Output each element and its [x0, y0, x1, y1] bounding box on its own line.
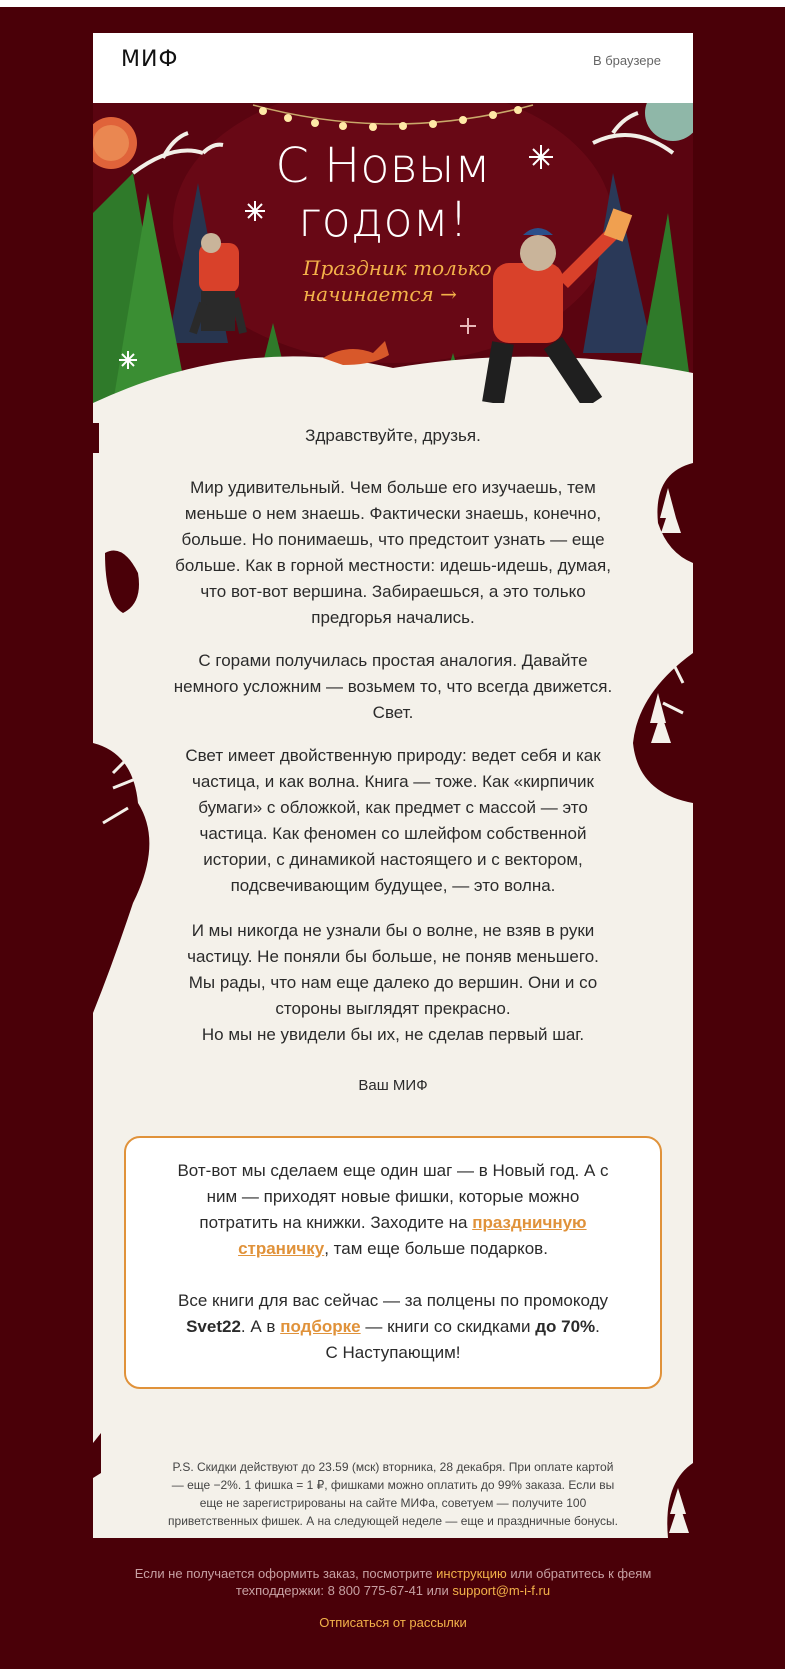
- banner-subtitle-link[interactable]: [303, 255, 493, 307]
- holiday-page-link[interactable]: праздничную страничку: [238, 1213, 587, 1258]
- email-header: [93, 33, 693, 103]
- promo-text: , там еще больше подарков.: [324, 1239, 548, 1258]
- promo-greeting: С Наступающим!: [325, 1343, 461, 1362]
- ps-note: P.S. Скидки действуют до 23.59 (мск) вторника, 28 декабря. При оплате картой — еще −2%. 1 фишка = 1 ₽, фишками можно оплатить до 99% заказа. Если вы еще не зарегистрированы на сайте МИФа, советуем — получите 100 приветственных фишек. А на следующей неделе — еще и праздничные бонусы.: [168, 1460, 618, 1528]
- collection-link[interactable]: подборке: [280, 1317, 361, 1336]
- unsubscribe-area: [93, 1615, 693, 1630]
- promo-code: Svet22: [186, 1317, 241, 1336]
- paragraph-2: С горами получилась простая аналогия. Давайте немного усложним — возьмем то, что всегда движется. Свет.: [173, 651, 613, 722]
- promo-text: Вот-вот мы сделаем еще один шаг — в Новый год. А с ним — приходят новые фишки, которые можно потратить на книжки. Заходите на: [177, 1161, 609, 1232]
- banner-title: [253, 139, 513, 247]
- support-email-link[interactable]: support@m-i-f.ru: [452, 1583, 551, 1598]
- banner-title-line1: С Новым: [275, 138, 491, 194]
- letter-body: [93, 403, 693, 1538]
- email-container: [93, 33, 693, 1538]
- promo-paragraph-2: [166, 1288, 620, 1366]
- paragraph-4: [173, 918, 613, 1048]
- promo-text: . А в: [240, 1317, 281, 1336]
- instructions-link[interactable]: инструкцию: [436, 1566, 507, 1581]
- footer-support-text: [93, 1565, 693, 1599]
- footer-text: Если не получается оформить заказ, посмотрите: [134, 1566, 437, 1581]
- promo-text: Все книги для вас сейчас — за полцены по промокоду: [177, 1291, 609, 1310]
- promo-paragraph-1: [166, 1158, 620, 1262]
- discount-value: до 70%: [535, 1317, 596, 1336]
- view-in-browser-link[interactable]: В браузере: [592, 53, 661, 68]
- banner-subtitle-line1: Праздник только: [303, 256, 492, 280]
- paragraph-1: Мир удивительный. Чем больше его изучаешь, тем меньше о нем знаешь. Фактически знаешь, конечно, больше. Но понимаешь, что предстоит узнать — еще больше. Как в горной местности: идешь-идешь, думая, что вот-вот вершина. Забираешься, а это только предгорья начались.: [175, 478, 611, 627]
- paragraph-4-line1: И мы никогда не узнали бы о волне, не взяв в руки частицу. Не поняли бы больше, не поняв меньшего. Мы рады, что нам еще далеко до вершин. Они и со стороны выглядят прекрасно.: [187, 921, 599, 1018]
- paragraph-4-line2: Но мы не увидели бы их, не сделав первый шаг.: [201, 1025, 585, 1044]
- promo-text: .: [595, 1317, 600, 1336]
- new-year-banner[interactable]: [93, 103, 693, 403]
- footer-text: или обратитесь к феям техподдержки: 8 800 775-67-41 или: [235, 1566, 652, 1598]
- mif-logo[interactable]: МИФ: [121, 47, 179, 72]
- top-white-strip: [0, 0, 785, 7]
- greeting-text: Здравствуйте, друзья.: [305, 426, 481, 445]
- paragraph-3: Свет имеет двойственную природу: ведет себя и как частица, и как волна. Книга — тоже. Как «кирпичик бумаги» с обложкой, как предмет с массой — это частица. Как феномен со шлейфом собственной истории, с динамикой настоящего и с вектором, подсвечивающим будущее, — это волна.: [185, 746, 601, 895]
- promo-box: [124, 1136, 662, 1389]
- signature: Ваш МИФ: [358, 1077, 428, 1094]
- promo-text: — книги со скидками: [360, 1317, 536, 1336]
- banner-subtitle-line2: начинается →: [303, 282, 457, 306]
- banner-title-line2: годом!: [297, 192, 469, 248]
- unsubscribe-link[interactable]: Отписаться от рассылки: [319, 1615, 467, 1630]
